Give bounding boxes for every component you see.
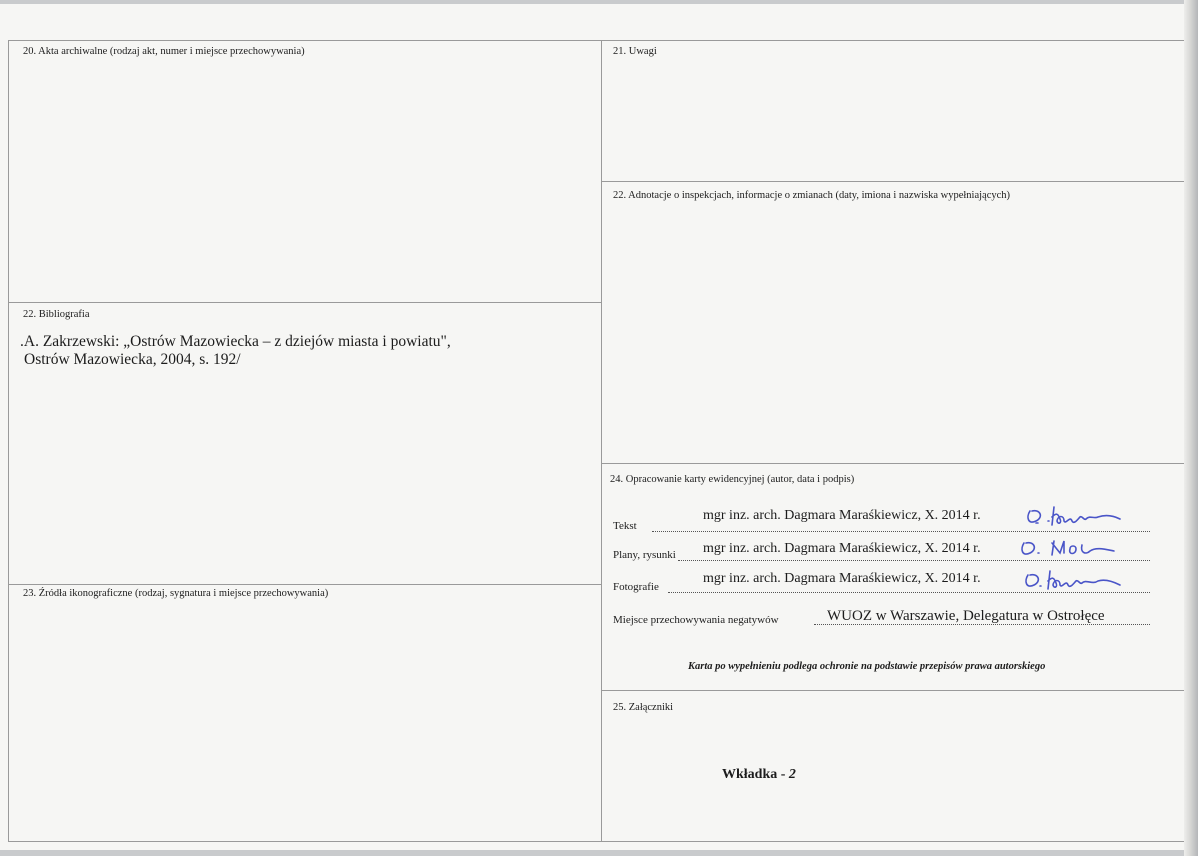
bibliography-line-1: .A. Zakrzewski: „Ostrów Mazowiecka – z dziejów miasta i powiatu", — [20, 333, 451, 350]
section-22-bibliografia-label: 22. Bibliografia — [23, 309, 90, 320]
form-frame — [8, 40, 1184, 842]
signature-1-icon — [1024, 503, 1124, 527]
negatives-value: WUOZ w Warszawie, Delegatura w Ostrołęce — [827, 608, 1105, 624]
divider-24-25 — [602, 690, 1184, 691]
divider-bibliografia-23 — [8, 584, 601, 585]
row-fotografie-dotted-line — [668, 592, 1150, 593]
row-plany-value: mgr inz. arch. Dagmara Maraśkiewicz, X. 2014 r. — [703, 541, 981, 556]
row-fotografie-label: Fotografie — [613, 581, 659, 593]
row-fotografie-value: mgr inz. arch. Dagmara Maraśkiewicz, X. 2014 r. — [703, 571, 981, 586]
row-tekst-dotted-line — [652, 531, 1150, 532]
signature-2-icon — [1020, 535, 1120, 559]
negatives-label: Miejsce przechowywania negatywów — [613, 614, 779, 626]
divider-20-bibliografia — [8, 302, 601, 303]
row-tekst-label: Tekst — [613, 520, 637, 532]
page-edge — [1184, 0, 1198, 856]
section-23-label: 23. Źródła ikonograficzne (rodzaj, sygnatura i miejsce przechowywania) — [23, 588, 329, 599]
insert-label-text: Wkładka - — [722, 767, 786, 782]
section-21-label: 21. Uwagi — [613, 46, 657, 57]
row-plany-dotted-line — [678, 560, 1150, 561]
divider-22-24 — [602, 463, 1184, 464]
section-20-label: 20. Akta archiwalne (rodzaj akt, numer i miejsce przechowywania) — [23, 46, 305, 57]
section-24-label: 24. Opracowanie karty ewidencyjnej (autor, data i podpis) — [610, 474, 855, 485]
bibliography-line-2: Ostrów Mazowiecka, 2004, s. 192/ — [24, 351, 241, 368]
divider-21-22 — [602, 181, 1184, 182]
column-divider — [601, 40, 602, 842]
copyright-note: Karta po wypełnieniu podlega ochronie na podstawie przepisów prawa autorskiego — [688, 661, 1046, 672]
section-25-label: 25. Załączniki — [613, 702, 674, 713]
row-tekst-value: mgr inz. arch. Dagmara Maraśkiewicz, X. 2014 r. — [703, 508, 981, 523]
row-plany-label: Plany, rysunki — [613, 549, 676, 561]
signature-3-icon — [1022, 567, 1122, 591]
section-22-adnotacje-label: 22. Adnotacje o inspekcjach, informacje o zmianach (daty, imiona i nazwiska wypełniających) — [613, 190, 1011, 201]
insert-number: 2 — [788, 767, 796, 782]
insert-label — [722, 767, 796, 783]
